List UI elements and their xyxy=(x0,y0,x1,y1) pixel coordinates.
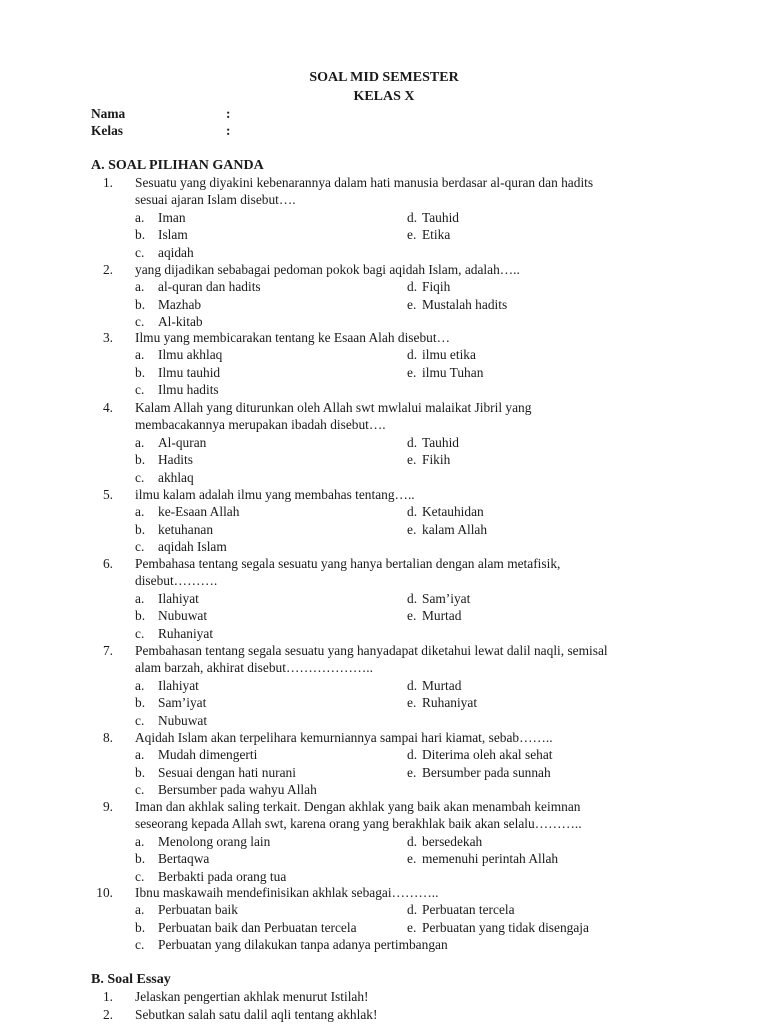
option-letter: b. xyxy=(135,364,146,380)
option-letter: d. xyxy=(407,902,418,918)
name-label: Nama xyxy=(91,106,126,121)
option-text: Islam xyxy=(158,227,188,243)
question-text: Sebutkan salah satu dalil aqli tentang akhlak! xyxy=(135,1007,378,1022)
exam-title: SOAL MID SEMESTER xyxy=(309,70,459,85)
option-text: aqidah xyxy=(158,244,194,260)
option-text: Fiqih xyxy=(422,279,451,295)
option-text: Ilmu akhlaq xyxy=(158,347,223,363)
option-letter: e. xyxy=(407,919,417,935)
option-letter: c. xyxy=(135,539,145,555)
option-letter: d. xyxy=(407,747,418,763)
question-number: 9. xyxy=(102,799,113,814)
option-letter: a. xyxy=(135,209,145,225)
option-letter: a. xyxy=(135,347,145,363)
option-text: Fikih xyxy=(422,452,451,468)
option-letter: a. xyxy=(135,747,145,763)
name-colon: : xyxy=(226,106,231,121)
option-text: Iman xyxy=(158,209,186,225)
option-text: Murtad xyxy=(422,677,462,693)
option-text: Menolong orang lain xyxy=(158,833,271,849)
option-text: ilmu etika xyxy=(422,347,476,363)
option-letter: a. xyxy=(135,677,145,693)
option-letter: d. xyxy=(407,677,418,693)
question-number: 7. xyxy=(102,643,113,658)
question-text: Jelaskan pengertian akhlak menurut Istilah! xyxy=(135,989,369,1004)
option-letter: d. xyxy=(407,434,418,450)
option-letter: c. xyxy=(135,625,145,641)
class-label: Kelas xyxy=(91,123,123,138)
option-letter: c. xyxy=(135,782,145,798)
option-letter: b. xyxy=(135,521,146,537)
option-letter: d. xyxy=(407,279,418,295)
option-text: Perbuatan yang tidak disengaja xyxy=(422,919,589,935)
option-text: Berbakti pada orang tua xyxy=(158,868,287,884)
option-text: Sam’iyat xyxy=(158,695,207,711)
option-text: Perbuatan yang dilakukan tanpa adanya pertimbangan xyxy=(158,937,448,953)
option-text: Mudah dimengerti xyxy=(158,747,258,763)
option-letter: c. xyxy=(135,382,145,398)
exam-class: KELAS X xyxy=(353,89,415,104)
option-text: Etika xyxy=(422,227,451,243)
option-text: ilmu Tuhan xyxy=(422,364,484,380)
question-text: sesuai ajaran Islam disebut…. xyxy=(135,192,296,208)
option-letter: d. xyxy=(407,209,418,225)
option-text: Ruhaniyat xyxy=(158,625,214,641)
option-letter: a. xyxy=(135,279,145,295)
question-number: 1. xyxy=(102,989,113,1004)
option-text: Nubuwat xyxy=(158,608,208,624)
option-text: memenuhi perintah Allah xyxy=(422,851,559,867)
option-text: Ilahiyat xyxy=(158,677,199,693)
option-letter: e. xyxy=(407,452,417,468)
option-letter: d. xyxy=(407,347,418,363)
option-text: al-quran dan hadits xyxy=(158,279,261,295)
option-text: Murtad xyxy=(422,608,462,624)
question-number: 2. xyxy=(102,1007,113,1022)
option-letter: c. xyxy=(135,469,145,485)
option-text: Mazhab xyxy=(158,296,202,312)
option-letter: e. xyxy=(407,695,417,711)
question-text: ilmu kalam adalah ilmu yang membahas tentang….. xyxy=(135,487,415,502)
option-text: Ruhaniyat xyxy=(422,695,478,711)
question-text: Iman dan akhlak saling terkait. Dengan akhlak yang baik akan menambah keimnan xyxy=(135,799,581,814)
option-letter: b. xyxy=(135,452,146,468)
option-text: kalam Allah xyxy=(422,521,488,537)
option-letter: a. xyxy=(135,833,145,849)
option-letter: e. xyxy=(407,364,417,380)
section-b-heading: B. Soal Essay xyxy=(91,972,171,987)
option-text: Ilahiyat xyxy=(158,590,199,606)
option-text: Bersumber pada sunnah xyxy=(422,764,551,780)
option-text: Bersumber pada wahyu Allah xyxy=(158,782,317,798)
option-text: Perbuatan baik xyxy=(158,902,238,918)
question-text: Ibnu maskawaih mendefinisikan akhlak sebagai……….. xyxy=(135,885,439,900)
option-letter: b. xyxy=(135,851,146,867)
option-text: Ilmu hadits xyxy=(158,382,219,398)
option-letter: b. xyxy=(135,919,146,935)
option-letter: e. xyxy=(407,521,417,537)
option-letter: b. xyxy=(135,296,146,312)
question-number: 3. xyxy=(102,330,113,345)
option-text: Tauhid xyxy=(422,434,459,450)
option-letter: b. xyxy=(135,695,146,711)
question-text: membacakannya merupakan ibadah disebut…. xyxy=(135,417,386,433)
option-text: akhlaq xyxy=(158,469,194,485)
option-text: Sesuai dengan hati nurani xyxy=(158,764,296,780)
question-text: disebut………. xyxy=(135,573,218,589)
option-letter: a. xyxy=(135,434,145,450)
option-text: Mustalah hadits xyxy=(422,296,508,312)
option-letter: b. xyxy=(135,227,146,243)
question-text: seseorang kepada Allah swt, karena orang yang berakhlak baik akan selalu……….. xyxy=(135,816,582,832)
option-letter: d. xyxy=(407,504,418,520)
option-text: aqidah Islam xyxy=(158,539,227,555)
question-number: 8. xyxy=(102,730,113,745)
option-letter: e. xyxy=(407,608,417,624)
question-number: 1. xyxy=(102,175,113,190)
option-text: Perbuatan baik dan Perbuatan tercela xyxy=(158,919,357,935)
question-text: Sesuatu yang diyakini kebenarannya dalam hati manusia berdasar al-quran dan hadits xyxy=(135,175,594,190)
question-text: alam barzah, akhirat disebut……………….. xyxy=(135,660,373,676)
option-letter: e. xyxy=(407,296,417,312)
question-number: 6. xyxy=(102,556,113,571)
option-letter: e. xyxy=(407,851,417,867)
option-letter: b. xyxy=(135,764,146,780)
question-number: 2. xyxy=(102,262,113,277)
option-letter: c. xyxy=(135,314,145,330)
option-letter: c. xyxy=(135,868,145,884)
question-text: Kalam Allah yang diturunkan oleh Allah swt mwlalui malaikat Jibril yang xyxy=(135,400,532,415)
option-text: Ketauhidan xyxy=(422,504,484,520)
option-letter: a. xyxy=(135,504,145,520)
option-text: Hadits xyxy=(158,452,193,468)
option-text: Sam’iyat xyxy=(422,590,471,606)
option-letter: e. xyxy=(407,227,417,243)
option-text: Ilmu tauhid xyxy=(158,364,221,380)
option-letter: a. xyxy=(135,902,145,918)
option-letter: c. xyxy=(135,244,145,260)
option-letter: b. xyxy=(135,608,146,624)
question-text: Aqidah Islam akan terpelihara kemurniannya sampai hari kiamat, sebab…….. xyxy=(135,730,553,745)
question-text: Ilmu yang membicarakan tentang ke Esaan Alah disebut… xyxy=(135,330,450,345)
option-text: Perbuatan tercela xyxy=(422,902,515,918)
option-letter: e. xyxy=(407,764,417,780)
question-number: 4. xyxy=(102,400,113,415)
option-text: bersedekah xyxy=(422,833,483,849)
option-letter: c. xyxy=(135,937,145,953)
question-text: Pembahasa tentang segala sesuatu yang hanya bertalian dengan alam metafisik, xyxy=(135,556,561,571)
option-text: Nubuwat xyxy=(158,712,208,728)
option-letter: d. xyxy=(407,833,418,849)
option-text: Bertaqwa xyxy=(158,851,210,867)
option-text: ketuhanan xyxy=(158,521,214,537)
section-a-heading: A. SOAL PILIHAN GANDA xyxy=(91,158,264,173)
option-text: ke-Esaan Allah xyxy=(158,504,240,520)
option-text: Tauhid xyxy=(422,209,459,225)
option-letter: d. xyxy=(407,590,418,606)
option-text: Al-kitab xyxy=(158,314,203,330)
option-letter: c. xyxy=(135,712,145,728)
option-text: Diterima oleh akal sehat xyxy=(422,747,553,763)
question-number: 5. xyxy=(102,487,113,502)
question-text: yang dijadikan sebabagai pedoman pokok bagi aqidah Islam, adalah….. xyxy=(135,262,520,277)
class-colon: : xyxy=(226,123,231,138)
option-letter: a. xyxy=(135,590,145,606)
option-text: Al-quran xyxy=(158,434,207,450)
question-text: Pembahasan tentang segala sesuatu yang hanyadapat diketahui lewat dalil naqli, semisal xyxy=(135,643,608,658)
question-number: 10. xyxy=(96,885,113,900)
